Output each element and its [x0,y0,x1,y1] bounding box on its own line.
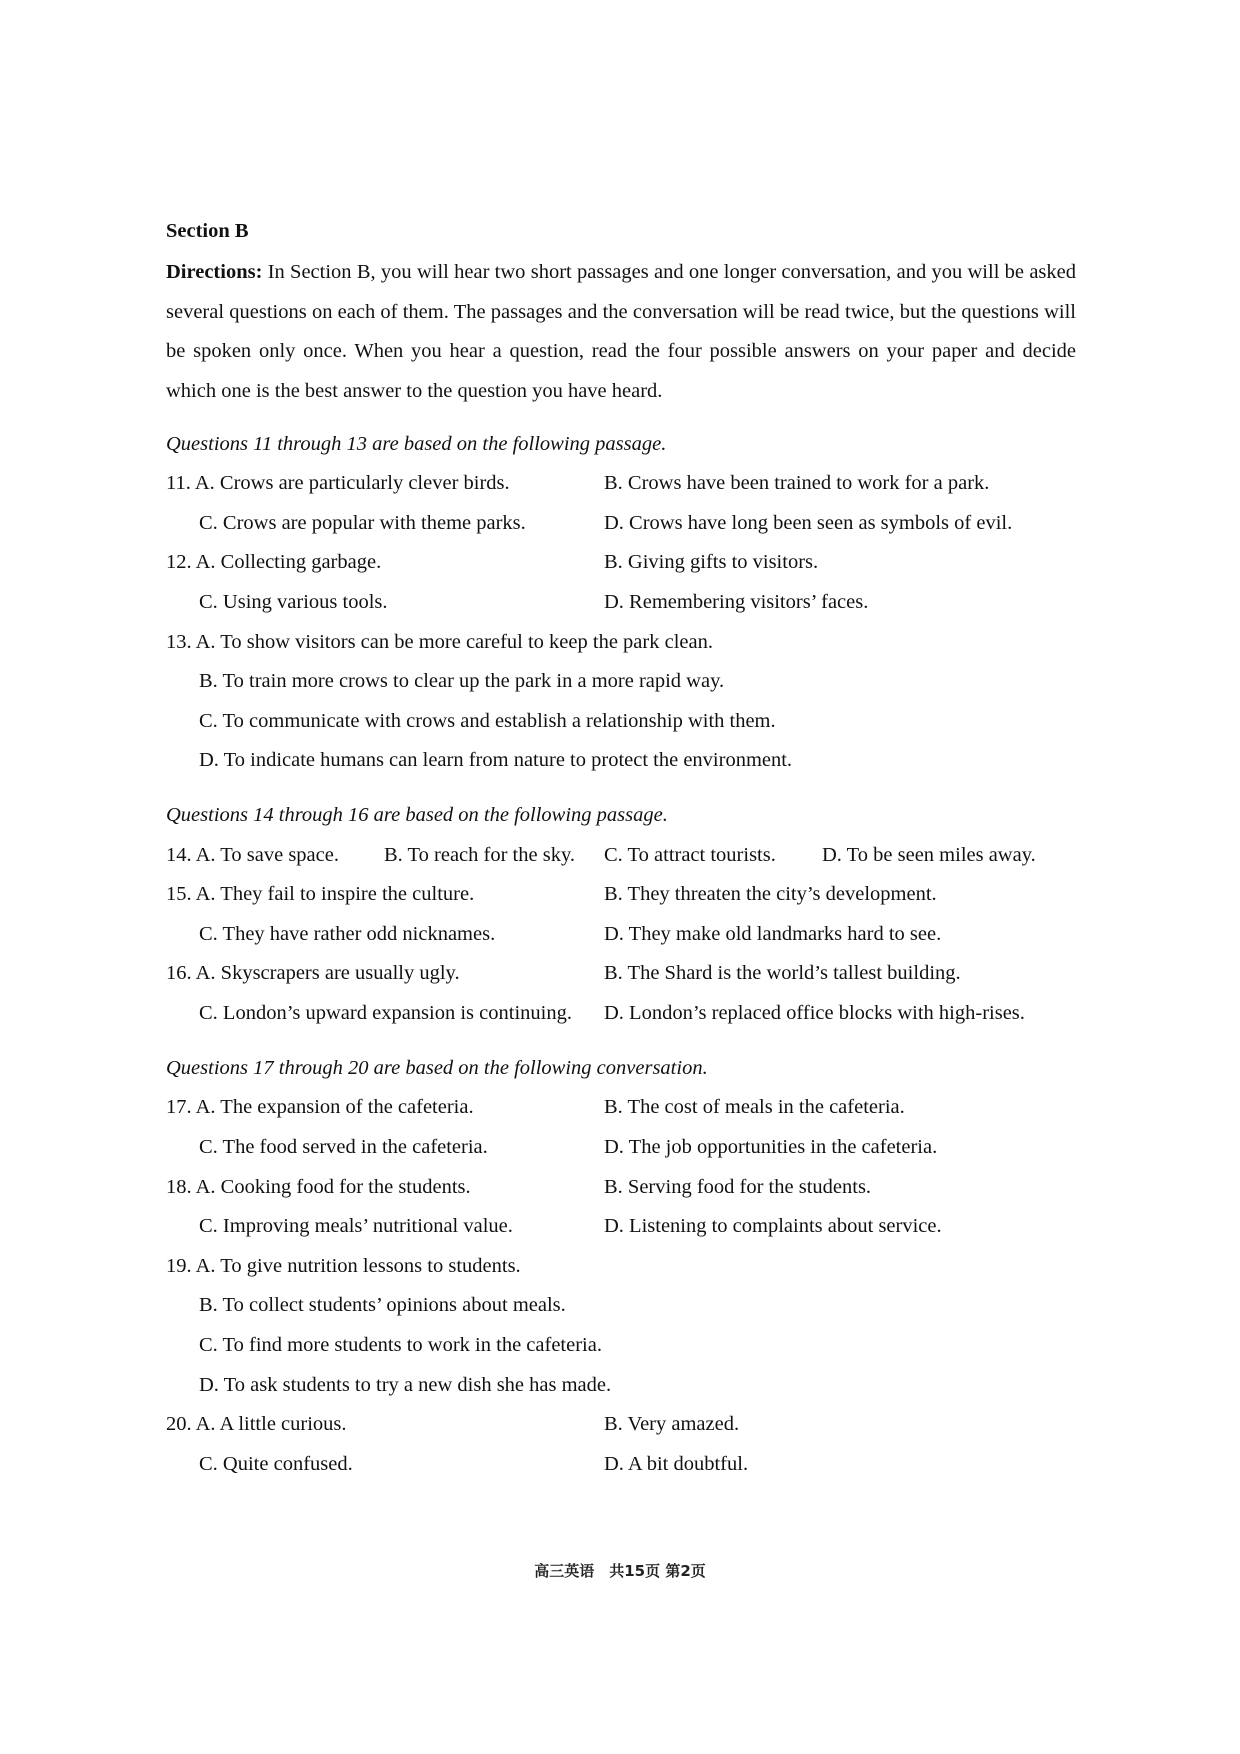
q16-option-b[interactable]: B. The Shard is the world’s tallest building. [604,962,961,984]
q15-option-d[interactable]: D. They make old landmarks hard to see. [604,923,942,945]
q12-option-c[interactable]: C. Using various tools. [199,591,388,613]
q13-option-a[interactable]: 13. A. To show visitors can be more careful to keep the park clean. [166,631,713,653]
q17-option-a[interactable]: 17. A. The expansion of the cafeteria. [166,1096,474,1118]
question-20-row-2 [166,1450,1109,1478]
group-title-17-20: Questions 17 through 20 are based on the following conversation. [166,1057,708,1079]
question-20-row-1 [166,1410,1076,1438]
directions-text: In Section B, you will hear two short passages and one longer conversation, and you will be asked several questions on each of them. The passages and the conversation will be read twice, but the questions will be spoken only once. When you hear a question, read the four possible answers on your paper and decide which one is the best answer to the question you have heard. [166,261,1076,402]
q18-option-d[interactable]: D. Listening to complaints about service. [604,1215,942,1237]
q15-option-b[interactable]: B. They threaten the city’s development. [604,883,937,905]
q19-option-a[interactable]: 19. A. To give nutrition lessons to students. [166,1255,521,1277]
question-11-row-2 [166,509,1109,537]
q20-option-a[interactable]: 20. A. A little curious. [166,1413,347,1435]
q19-option-d[interactable]: D. To ask students to try a new dish she has made. [199,1374,612,1396]
q14-option-a[interactable]: 14. A. To save space. [166,844,339,866]
question-17-row-2 [166,1133,1109,1161]
q16-option-a[interactable]: 16. A. Skyscrapers are usually ugly. [166,962,460,984]
q11-option-c[interactable]: C. Crows are popular with theme parks. [199,512,526,534]
question-12-row-1 [166,548,1076,576]
q16-option-c[interactable]: C. London’s upward expansion is continuing. [199,1002,572,1024]
q12-option-a[interactable]: 12. A. Collecting garbage. [166,551,382,573]
q20-option-c[interactable]: C. Quite confused. [199,1453,353,1475]
q12-option-d[interactable]: D. Remembering visitors’ faces. [604,591,869,613]
group-title-11-13: Questions 11 through 13 are based on the following passage. [166,433,667,455]
group-title-14-16: Questions 14 through 16 are based on the following passage. [166,804,668,826]
question-11-row-1 [166,469,1076,497]
q14-option-d[interactable]: D. To be seen miles away. [822,844,1036,866]
q11-option-b[interactable]: B. Crows have been trained to work for a park. [604,472,990,494]
q13-option-d[interactable]: D. To indicate humans can learn from nature to protect the environment. [199,749,793,771]
question-17-row-1 [166,1093,1076,1121]
q13-option-c[interactable]: C. To communicate with crows and establish a relationship with them. [199,710,776,732]
question-15-row-2 [166,920,1109,948]
q13-option-b[interactable]: B. To train more crows to clear up the park in a more rapid way. [199,670,725,692]
question-15-row-1 [166,880,1076,908]
q15-option-c[interactable]: C. They have rather odd nicknames. [199,923,496,945]
q20-option-b[interactable]: B. Very amazed. [604,1413,740,1435]
q20-option-d[interactable]: D. A bit doubtful. [604,1453,749,1475]
q17-option-c[interactable]: C. The food served in the cafeteria. [199,1136,488,1158]
question-16-row-2 [166,999,1109,1027]
q14-option-b[interactable]: B. To reach for the sky. [384,844,575,866]
page-footer: 高三英语 共15页 第2页 [534,1562,706,1580]
q12-option-b[interactable]: B. Giving gifts to visitors. [604,551,819,573]
q11-option-d[interactable]: D. Crows have long been seen as symbols of evil. [604,512,1013,534]
q19-option-b[interactable]: B. To collect students’ opinions about meals. [199,1294,566,1316]
question-18-row-1 [166,1173,1076,1201]
section-title: Section B [166,220,249,242]
q17-option-b[interactable]: B. The cost of meals in the cafeteria. [604,1096,905,1118]
directions-label: Directions: [166,261,263,283]
question-16-row-1 [166,959,1076,987]
question-18-row-2 [166,1212,1109,1240]
q16-option-d[interactable]: D. London’s replaced office blocks with high-rises. [604,1002,1025,1024]
q18-option-c[interactable]: C. Improving meals’ nutritional value. [199,1215,513,1237]
directions-paragraph [166,253,1076,411]
q14-option-c[interactable]: C. To attract tourists. [604,844,776,866]
q15-option-a[interactable]: 15. A. They fail to inspire the culture. [166,883,475,905]
question-12-row-2 [166,588,1109,616]
q19-option-c[interactable]: C. To find more students to work in the cafeteria. [199,1334,602,1356]
q18-option-b[interactable]: B. Serving food for the students. [604,1176,872,1198]
q18-option-a[interactable]: 18. A. Cooking food for the students. [166,1176,471,1198]
q11-option-a[interactable]: 11. A. Crows are particularly clever birds. [166,472,510,494]
q17-option-d[interactable]: D. The job opportunities in the cafeteria. [604,1136,938,1158]
